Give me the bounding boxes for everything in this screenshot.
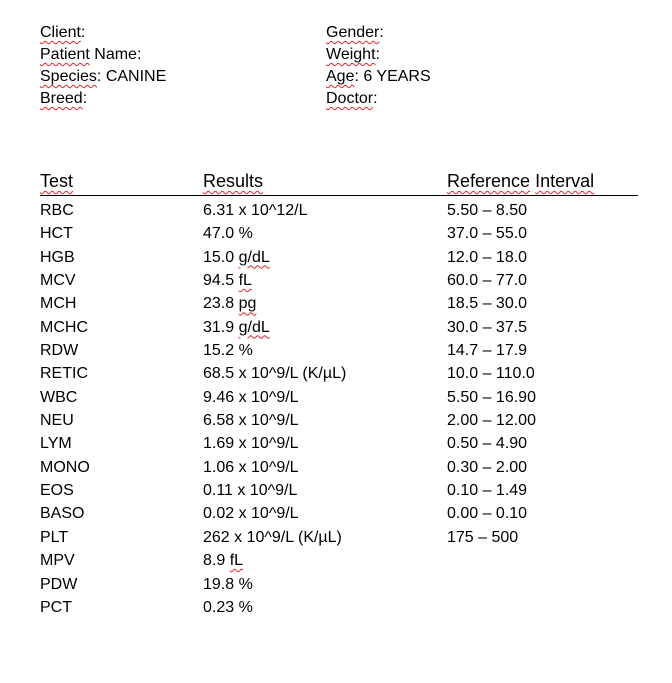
- table-row: [40, 316, 638, 339]
- reference-interval: 18.5 – 30.0: [447, 295, 528, 313]
- test-name: HCT: [40, 225, 73, 243]
- patient-name-line: [40, 44, 141, 66]
- test-name: PLT: [40, 528, 69, 546]
- header-reference-interval: [447, 170, 594, 192]
- table-row: [40, 479, 638, 502]
- reference-interval: 0.30 – 2.00: [447, 458, 528, 476]
- reference-interval: 60.0 – 77.0: [447, 272, 528, 290]
- test-name: LYM: [40, 435, 72, 453]
- header-test-label: Test: [40, 171, 74, 191]
- reference-interval: 14.7 – 17.9: [447, 342, 528, 360]
- results-table: [40, 199, 638, 619]
- test-name: PCT: [40, 598, 72, 616]
- test-name: RBC: [40, 202, 74, 219]
- test-name: MCV: [40, 272, 76, 290]
- table-row: [40, 409, 638, 432]
- client-colon: :: [80, 24, 86, 41]
- test-name: WBC: [40, 388, 78, 406]
- result-value: 31.9: [203, 318, 239, 336]
- reference-interval: 30.0 – 37.5: [447, 318, 528, 336]
- age-line: [326, 66, 431, 88]
- reference-interval: 175 – 500: [447, 528, 519, 546]
- table-row: [40, 502, 638, 525]
- test-name: BASO: [40, 505, 85, 523]
- table-row: [40, 222, 638, 245]
- test-name: EOS: [40, 482, 74, 500]
- table-row: [40, 549, 638, 572]
- table-row: [40, 596, 638, 619]
- test-result: [203, 269, 252, 292]
- table-row: [40, 269, 638, 292]
- test-name: PDW: [40, 575, 78, 593]
- reference-interval: 37.0 – 55.0: [447, 225, 528, 243]
- species-line: [40, 66, 166, 88]
- header-test: [40, 170, 73, 192]
- result-unit: g/dL: [238, 318, 270, 336]
- weight-label: Weight: [326, 46, 376, 63]
- result-unit: fL: [229, 552, 244, 570]
- client-label: Client: [40, 24, 81, 41]
- table-row: [40, 386, 638, 409]
- test-result: 1.06 x 10^9/L: [203, 458, 299, 476]
- weight-colon: :: [375, 46, 380, 63]
- gender-label: Gender: [326, 24, 380, 41]
- reference-interval: 5.50 – 16.90: [447, 388, 536, 406]
- doctor-line: [326, 88, 378, 110]
- header-results-label: Results: [203, 171, 264, 191]
- reference-interval: 12.0 – 18.0: [447, 248, 528, 266]
- species-label: Species: [40, 68, 97, 85]
- test-result: 262 x 10^9/L (K/µL): [203, 528, 342, 546]
- test-name: MCH: [40, 295, 77, 313]
- species-value: : CANINE: [96, 68, 167, 85]
- result-value: 23.8: [203, 295, 239, 313]
- test-result: [203, 292, 256, 315]
- header-reference-word1: Reference: [447, 171, 531, 191]
- table-row: [40, 339, 638, 362]
- breed-line: [40, 88, 87, 110]
- result-unit: fL: [238, 272, 252, 290]
- test-result: 47.0 %: [203, 225, 253, 243]
- test-result: 6.31 x 10^12/L: [203, 202, 308, 219]
- test-result: [203, 549, 243, 572]
- test-result: 0.11 x 10^9/L: [203, 482, 298, 500]
- gender-line: [326, 22, 384, 44]
- result-unit: g/dL: [238, 248, 270, 266]
- result-value: 8.9: [203, 552, 230, 570]
- patient-name-label: Patient: [40, 46, 90, 63]
- table-row: [40, 292, 638, 315]
- reference-interval: 5.50 – 8.50: [447, 202, 528, 219]
- test-name: RDW: [40, 342, 79, 360]
- test-result: [203, 246, 270, 269]
- header-results: [203, 170, 263, 192]
- table-row: [40, 526, 638, 549]
- header-divider: [40, 195, 638, 196]
- doctor-colon: :: [373, 90, 378, 107]
- table-row: [40, 573, 638, 596]
- test-name: MPV: [40, 552, 75, 570]
- test-result: 68.5 x 10^9/L (K/µL): [203, 365, 347, 383]
- test-result: 19.8 %: [203, 575, 253, 593]
- patient-name-suffix: Name:: [89, 46, 142, 63]
- reference-interval: 10.0 – 110.0: [447, 365, 535, 383]
- gender-colon: :: [379, 24, 384, 41]
- breed-colon: :: [82, 90, 88, 107]
- test-result: 0.23 %: [203, 598, 253, 616]
- header-reference-word2: Interval: [535, 171, 595, 191]
- result-value: 94.5: [203, 272, 239, 290]
- weight-line: [326, 44, 380, 66]
- breed-label: Breed: [40, 90, 83, 107]
- test-name: NEU: [40, 412, 74, 430]
- test-name: MCHC: [40, 318, 88, 336]
- table-row: [40, 432, 638, 455]
- reference-interval: 0.10 – 1.49: [447, 482, 528, 500]
- test-name: HGB: [40, 248, 75, 266]
- table-row: [40, 246, 638, 269]
- test-name: MONO: [40, 458, 90, 476]
- age-value: : 6 YEARS: [354, 68, 431, 85]
- test-result: [203, 316, 270, 339]
- reference-interval: 2.00 – 12.00: [447, 412, 536, 430]
- doctor-label: Doctor: [326, 90, 374, 107]
- result-unit: pg: [238, 295, 257, 313]
- client-line: [40, 22, 85, 44]
- table-row: [40, 362, 638, 385]
- table-row: [40, 199, 638, 222]
- age-label: Age: [326, 68, 355, 85]
- test-result: 9.46 x 10^9/L: [203, 388, 299, 406]
- test-result: 15.2 %: [203, 342, 253, 360]
- test-result: 0.02 x 10^9/L: [203, 505, 299, 523]
- test-name: RETIC: [40, 365, 88, 383]
- test-result: 6.58 x 10^9/L: [203, 412, 299, 430]
- result-value: 15.0: [203, 248, 239, 266]
- test-result: 1.69 x 10^9/L: [203, 435, 299, 453]
- table-row: [40, 456, 638, 479]
- reference-interval: 0.50 – 4.90: [447, 435, 528, 453]
- reference-interval: 0.00 – 0.10: [447, 505, 528, 523]
